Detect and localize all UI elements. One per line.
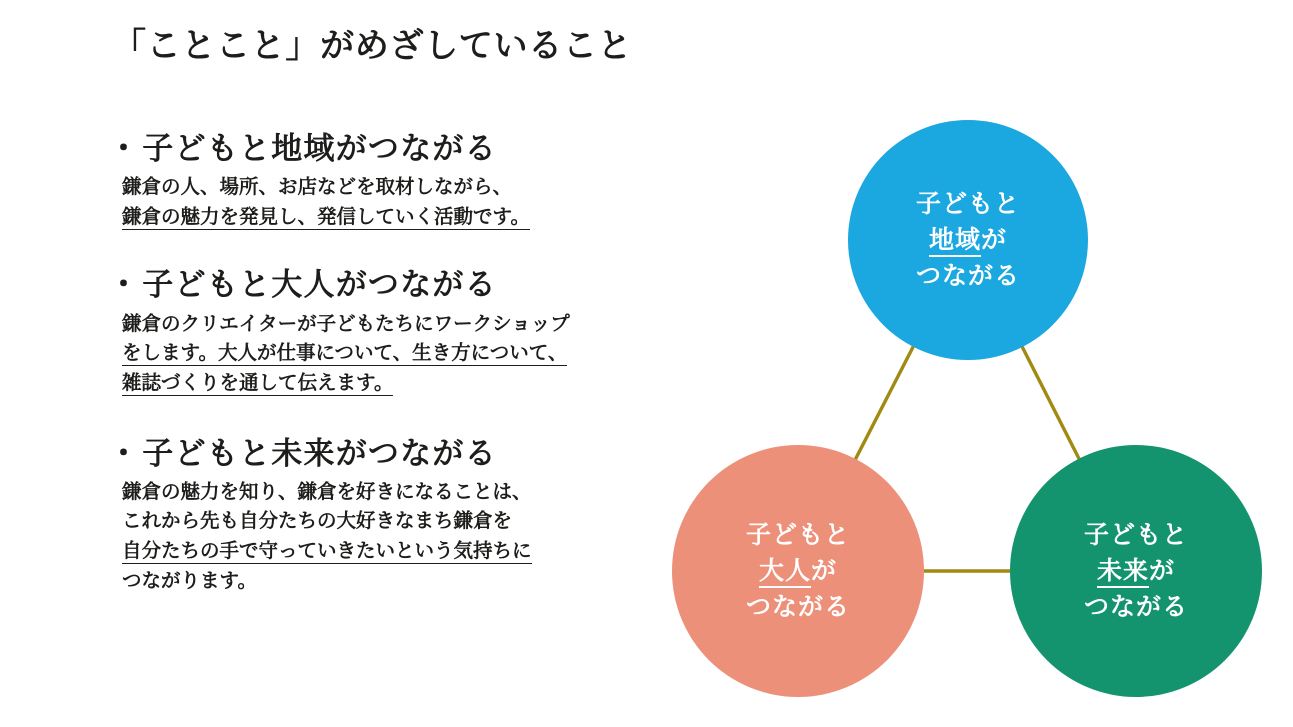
- bullet-marker: ・: [108, 435, 141, 471]
- triangle-diagram: [650, 100, 1270, 700]
- body-line-text-underlined: 鎌倉の魅力を発見し、発信していく活動です。: [122, 205, 530, 228]
- bullet-marker: ・: [108, 267, 141, 303]
- block-body: [122, 173, 728, 232]
- block-heading: [108, 435, 728, 472]
- text-block-community: [108, 130, 728, 232]
- bullet-marker: ・: [108, 131, 141, 166]
- block-heading-text: 子どもと未来がつながる: [142, 435, 497, 471]
- node-particle: が: [1149, 556, 1176, 585]
- body-line-text: 鎌倉のクリエイターが子どもたちにワークショップ: [122, 312, 570, 335]
- body-line-text-underlined: をします。大人が仕事について、生き方について、: [122, 342, 568, 365]
- node-line-3: つながる: [745, 593, 850, 622]
- node-line-3: つながる: [915, 262, 1020, 291]
- node-keyword: 大人: [759, 557, 811, 588]
- body-line: [122, 478, 728, 508]
- node-future[interactable]: [1010, 445, 1262, 697]
- node-line-1: 子どもと: [745, 520, 850, 549]
- page-title: 「ことこと」がめざしていること: [112, 27, 633, 65]
- body-line: [122, 203, 728, 233]
- body-line: [122, 339, 728, 369]
- text-column: [108, 130, 728, 596]
- block-heading-text: 子どもと大人がつながる: [142, 267, 497, 303]
- body-line-text: 鎌倉の人、場所、お店などを取材しながら、: [122, 176, 513, 199]
- body-line: [122, 537, 728, 567]
- node-line-1: 子どもと: [1083, 520, 1188, 549]
- block-heading: [108, 266, 728, 303]
- block-heading-text: 子どもと地域がつながる: [142, 131, 497, 166]
- node-line-2: [1097, 553, 1175, 589]
- node-adults[interactable]: [672, 445, 924, 697]
- body-line: [122, 567, 728, 597]
- body-line: [122, 507, 728, 537]
- node-line-3: つながる: [1083, 593, 1188, 622]
- body-line-text-underlined: 自分たちの手で守っていきたいという気持ちに: [122, 539, 532, 562]
- node-keyword: 未来: [1097, 557, 1149, 588]
- node-line-1: 子どもと: [915, 189, 1020, 218]
- node-line-2: [929, 222, 1007, 258]
- block-body: [122, 310, 728, 399]
- node-line-2: [759, 553, 837, 589]
- node-particle: が: [981, 225, 1008, 254]
- body-line: [122, 310, 728, 340]
- block-body: [122, 478, 728, 597]
- body-line-text-underlined: 雑誌づくりを通して伝えます。: [122, 371, 394, 394]
- text-block-future: [108, 435, 728, 597]
- body-line-text: 鎌倉の魅力を知り、鎌倉を好きになることは、: [122, 480, 532, 503]
- body-line-text: これから先も自分たちの大好きなまち鎌倉を: [122, 510, 513, 533]
- node-keyword: 地域: [929, 226, 981, 257]
- block-heading: [108, 130, 728, 167]
- body-line-text: つながります。: [122, 569, 257, 592]
- node-particle: が: [811, 556, 838, 585]
- body-line: [122, 173, 728, 203]
- node-community[interactable]: [848, 120, 1088, 360]
- text-block-adults: [108, 266, 728, 398]
- body-line: [122, 369, 728, 399]
